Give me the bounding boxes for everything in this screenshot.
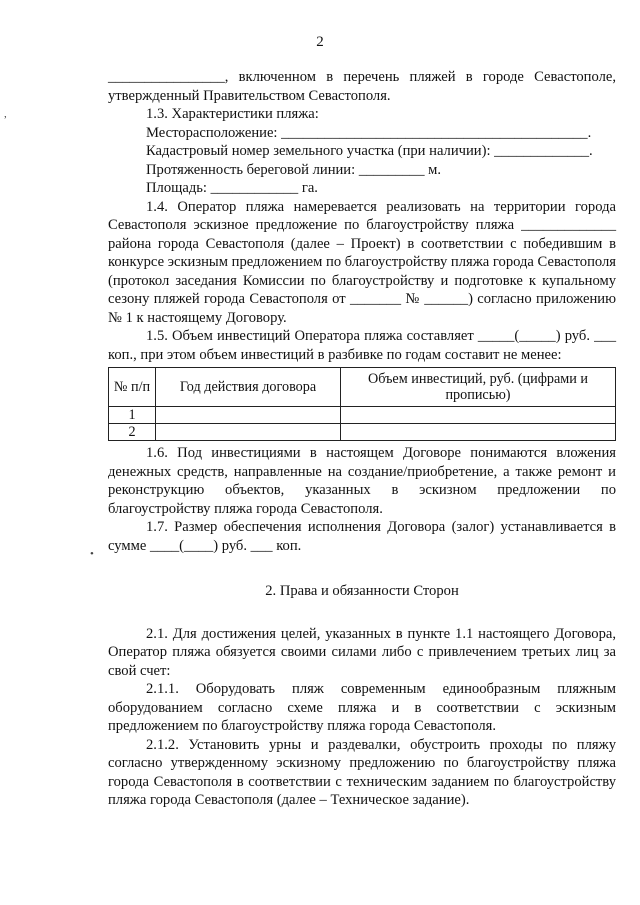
scan-mark: • [90, 548, 94, 560]
scan-mark: , [4, 108, 7, 120]
table-cell: 2 [109, 424, 156, 441]
spacer [108, 555, 616, 582]
section-1-4: 1.4. Оператор пляжа намеревается реализовать на территории города Севастополя эскизное предложение по благоустройству пляжа _____________ района города Севастополя (далее – Проект) в соответствии с победившим в конкурсе эскизным предложением по благоустройству пляжа города Севастополя (протокол заседания Комиссии по благоустройству и подготовке к купальному сезону пляжей города Севастополя от _______ № ______) согласно приложению № 1 к настоящему Договору. [108, 198, 616, 326]
table-cell [156, 407, 341, 424]
section-2-1-1: 2.1.1. Оборудовать пляж современным единообразным пляжным оборудованием согласно схеме пляжа и в соответствии с эскизным предложением по благоустройству пляжа города Севастополя. [108, 681, 616, 734]
document-body [108, 68, 616, 810]
table-header-row [109, 368, 616, 407]
table-cell: 1 [109, 407, 156, 424]
intro-paragraph: ________________, включенном в перечень пляжей в городе Севастополе, утвержденный Правительством Севастополя. [108, 69, 616, 104]
table-cell [156, 424, 341, 441]
shoreline-length: Протяженность береговой линии: _________ м. [146, 161, 442, 178]
spacer [108, 601, 616, 625]
table-header-cell: Год действия договора [156, 368, 341, 407]
investment-table [108, 367, 616, 441]
beach-area: Площадь: ____________ га. [146, 180, 318, 196]
cadastral-number: Кадастровый номер земельного участка (при наличии): _____________. [146, 143, 593, 159]
table-row [109, 407, 616, 424]
table-cell [341, 424, 616, 441]
table-cell [341, 407, 616, 424]
section-1-6: 1.6. Под инвестициями в настоящем Договоре понимаются вложения денежных средств, направленные на создание/приобретение, а также ремонт и реконструкцию объектов, указанных в эскизном предложении по благоустройству пляжа города Севастополя. [108, 445, 616, 517]
beach-location: Месторасположение: __________________________________________. [146, 124, 592, 141]
section-1-5: 1.5. Объем инвестиций Оператора пляжа составляет _____(_____) руб. ___ коп., при этом объем инвестиций в разбивке по годам составит не менее: [108, 328, 616, 363]
section-2-1-2: 2.1.2. Установить урны и раздевалки, обустроить проходы по пляжу согласно утвержденному эскизному предложению по благоустройству пляжа города Севастополя в соответствии с техническим заданием по благоустройству пляжа города Севастополя (далее – Техническое задание). [108, 736, 616, 808]
section-2-title: 2. Права и обязанности Сторон [265, 583, 459, 599]
section-1-7: 1.7. Размер обеспечения исполнения Договора (залог) устанавливается в сумме ____(____) руб. ___ коп. [108, 519, 616, 554]
page-number: 2 [316, 34, 324, 50]
table-row [109, 424, 616, 441]
table-header-cell: Объем инвестиций, руб. (цифрами и прописью) [341, 368, 616, 407]
section-1-3-title: 1.3. Характеристики пляжа: [146, 106, 319, 122]
table-header-cell: № п/п [109, 368, 156, 407]
section-2-1: 2.1. Для достижения целей, указанных в пункте 1.1 настоящего Договора, Оператор пляжа обязуется своими силами либо с привлечением третьих лиц за свой счет: [108, 625, 616, 679]
